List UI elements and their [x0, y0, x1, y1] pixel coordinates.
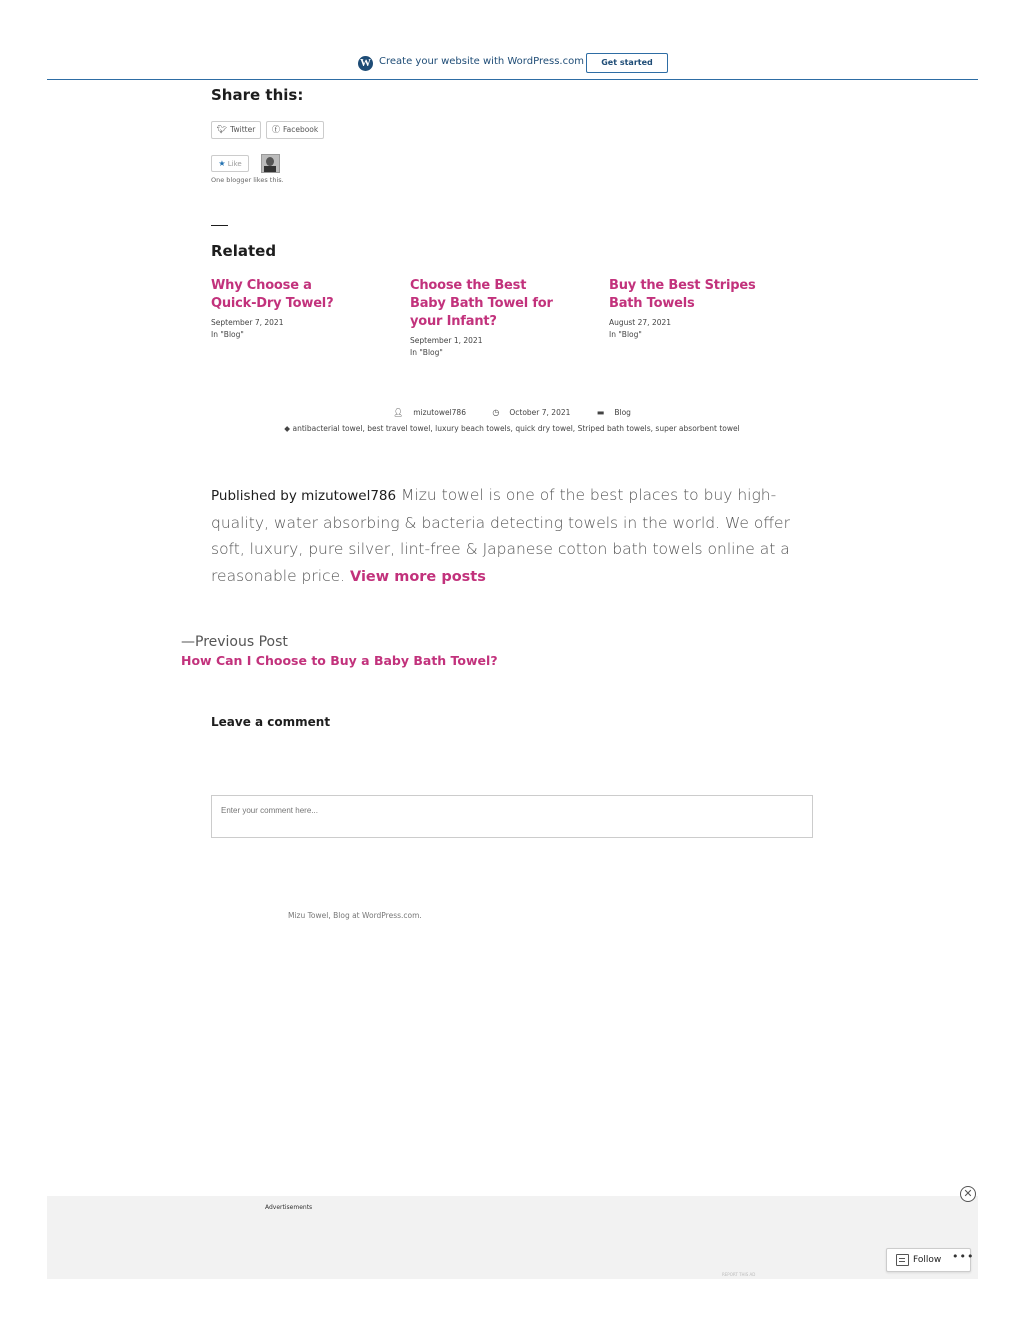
related-post-title[interactable]: Why Choose a Quick-Dry Towel?: [211, 278, 334, 311]
follow-button[interactable]: [886, 1248, 975, 1272]
previous-post-link[interactable]: How Can I Choose to Buy a Baby Bath Towel?: [181, 653, 498, 668]
wordpress-banner: [47, 46, 978, 80]
comment-input[interactable]: [219, 805, 803, 816]
facebook-icon: ⓕ: [272, 125, 280, 134]
folder-icon: ▬: [596, 408, 605, 417]
related-post-category: In "Blog": [211, 330, 244, 339]
avatar-head-shape: [266, 157, 274, 166]
post-date-link[interactable]: October 7, 2021: [509, 408, 571, 417]
post-category-link[interactable]: Blog: [614, 408, 631, 417]
like-button[interactable]: [211, 155, 249, 172]
post-tags-links[interactable]: antibacterial towel, best travel towel, luxury beach towels, quick dry towel, Striped bath towels, super absorbent towel: [292, 424, 740, 433]
advertisements-label: Advertisements: [265, 1204, 313, 1211]
twitter-share-button[interactable]: [211, 121, 261, 139]
star-icon: ★: [218, 159, 226, 168]
facebook-share-button[interactable]: [266, 121, 324, 139]
published-by: Published by mizutowel786: [211, 488, 397, 504]
author-bio: [211, 482, 817, 590]
twitter-label: Twitter: [230, 125, 256, 134]
comment-box: [211, 795, 813, 838]
previous-post-label: —Previous Post: [181, 634, 288, 650]
site-footer[interactable]: Mizu Towel, Blog at WordPress.com.: [288, 911, 422, 920]
related-post-date: September 1, 2021: [410, 336, 483, 345]
person-icon: 👤︎: [393, 408, 404, 417]
view-more-posts-link[interactable]: View more posts: [350, 568, 486, 585]
report-ad-link[interactable]: REPORT THIS AD: [722, 1272, 756, 1277]
create-website-link[interactable]: Create your website with WordPress.com: [379, 56, 584, 67]
likes-count-text: One blogger likes this.: [211, 176, 284, 184]
related-post-date: August 27, 2021: [609, 318, 672, 327]
follow-label: Follow: [913, 1255, 942, 1265]
avatar-body-shape: [264, 166, 276, 172]
liker-avatar[interactable]: [261, 154, 280, 173]
like-label: Like: [227, 160, 242, 168]
related-post: [211, 277, 361, 341]
related-post-date: September 7, 2021: [211, 318, 284, 327]
share-heading: Share this:: [211, 86, 304, 104]
related-divider: [211, 225, 228, 226]
close-ad-icon[interactable]: ✕: [960, 1186, 976, 1202]
related-post-title[interactable]: Choose the Best Baby Bath Towel for your Infant?: [410, 278, 553, 329]
related-post-title[interactable]: Buy the Best Stripes Bath Towels: [609, 278, 756, 311]
leave-comment-heading: Leave a comment: [211, 715, 331, 729]
reader-icon: [896, 1254, 909, 1266]
related-post-category: In "Blog": [609, 330, 642, 339]
get-started-button[interactable]: Get started: [586, 53, 668, 73]
tag-icon: ◆: [284, 424, 291, 433]
twitter-icon: 🐦︎: [217, 125, 228, 134]
more-options-icon[interactable]: •••: [952, 1250, 975, 1263]
post-tags: [0, 424, 1024, 433]
related-post-category: In "Blog": [410, 348, 443, 357]
wordpress-logo-icon[interactable]: W: [360, 57, 371, 69]
clock-icon: ◷: [492, 408, 500, 417]
post-author-link[interactable]: mizutowel786: [413, 408, 466, 417]
related-heading: Related: [211, 242, 277, 260]
related-post: [609, 277, 759, 341]
facebook-label: Facebook: [283, 125, 319, 134]
ad-area: [47, 1196, 978, 1279]
author-bio-text: Mizu towel is one of the best places to buy high-quality, water absorbing & bacteria detecting towels in the world. We offer soft, luxury, pure silver, lint-free & Japanese cotton bath towels online at a reasonable price.: [211, 486, 790, 585]
post-meta: [0, 408, 1024, 417]
related-post: [410, 277, 565, 359]
